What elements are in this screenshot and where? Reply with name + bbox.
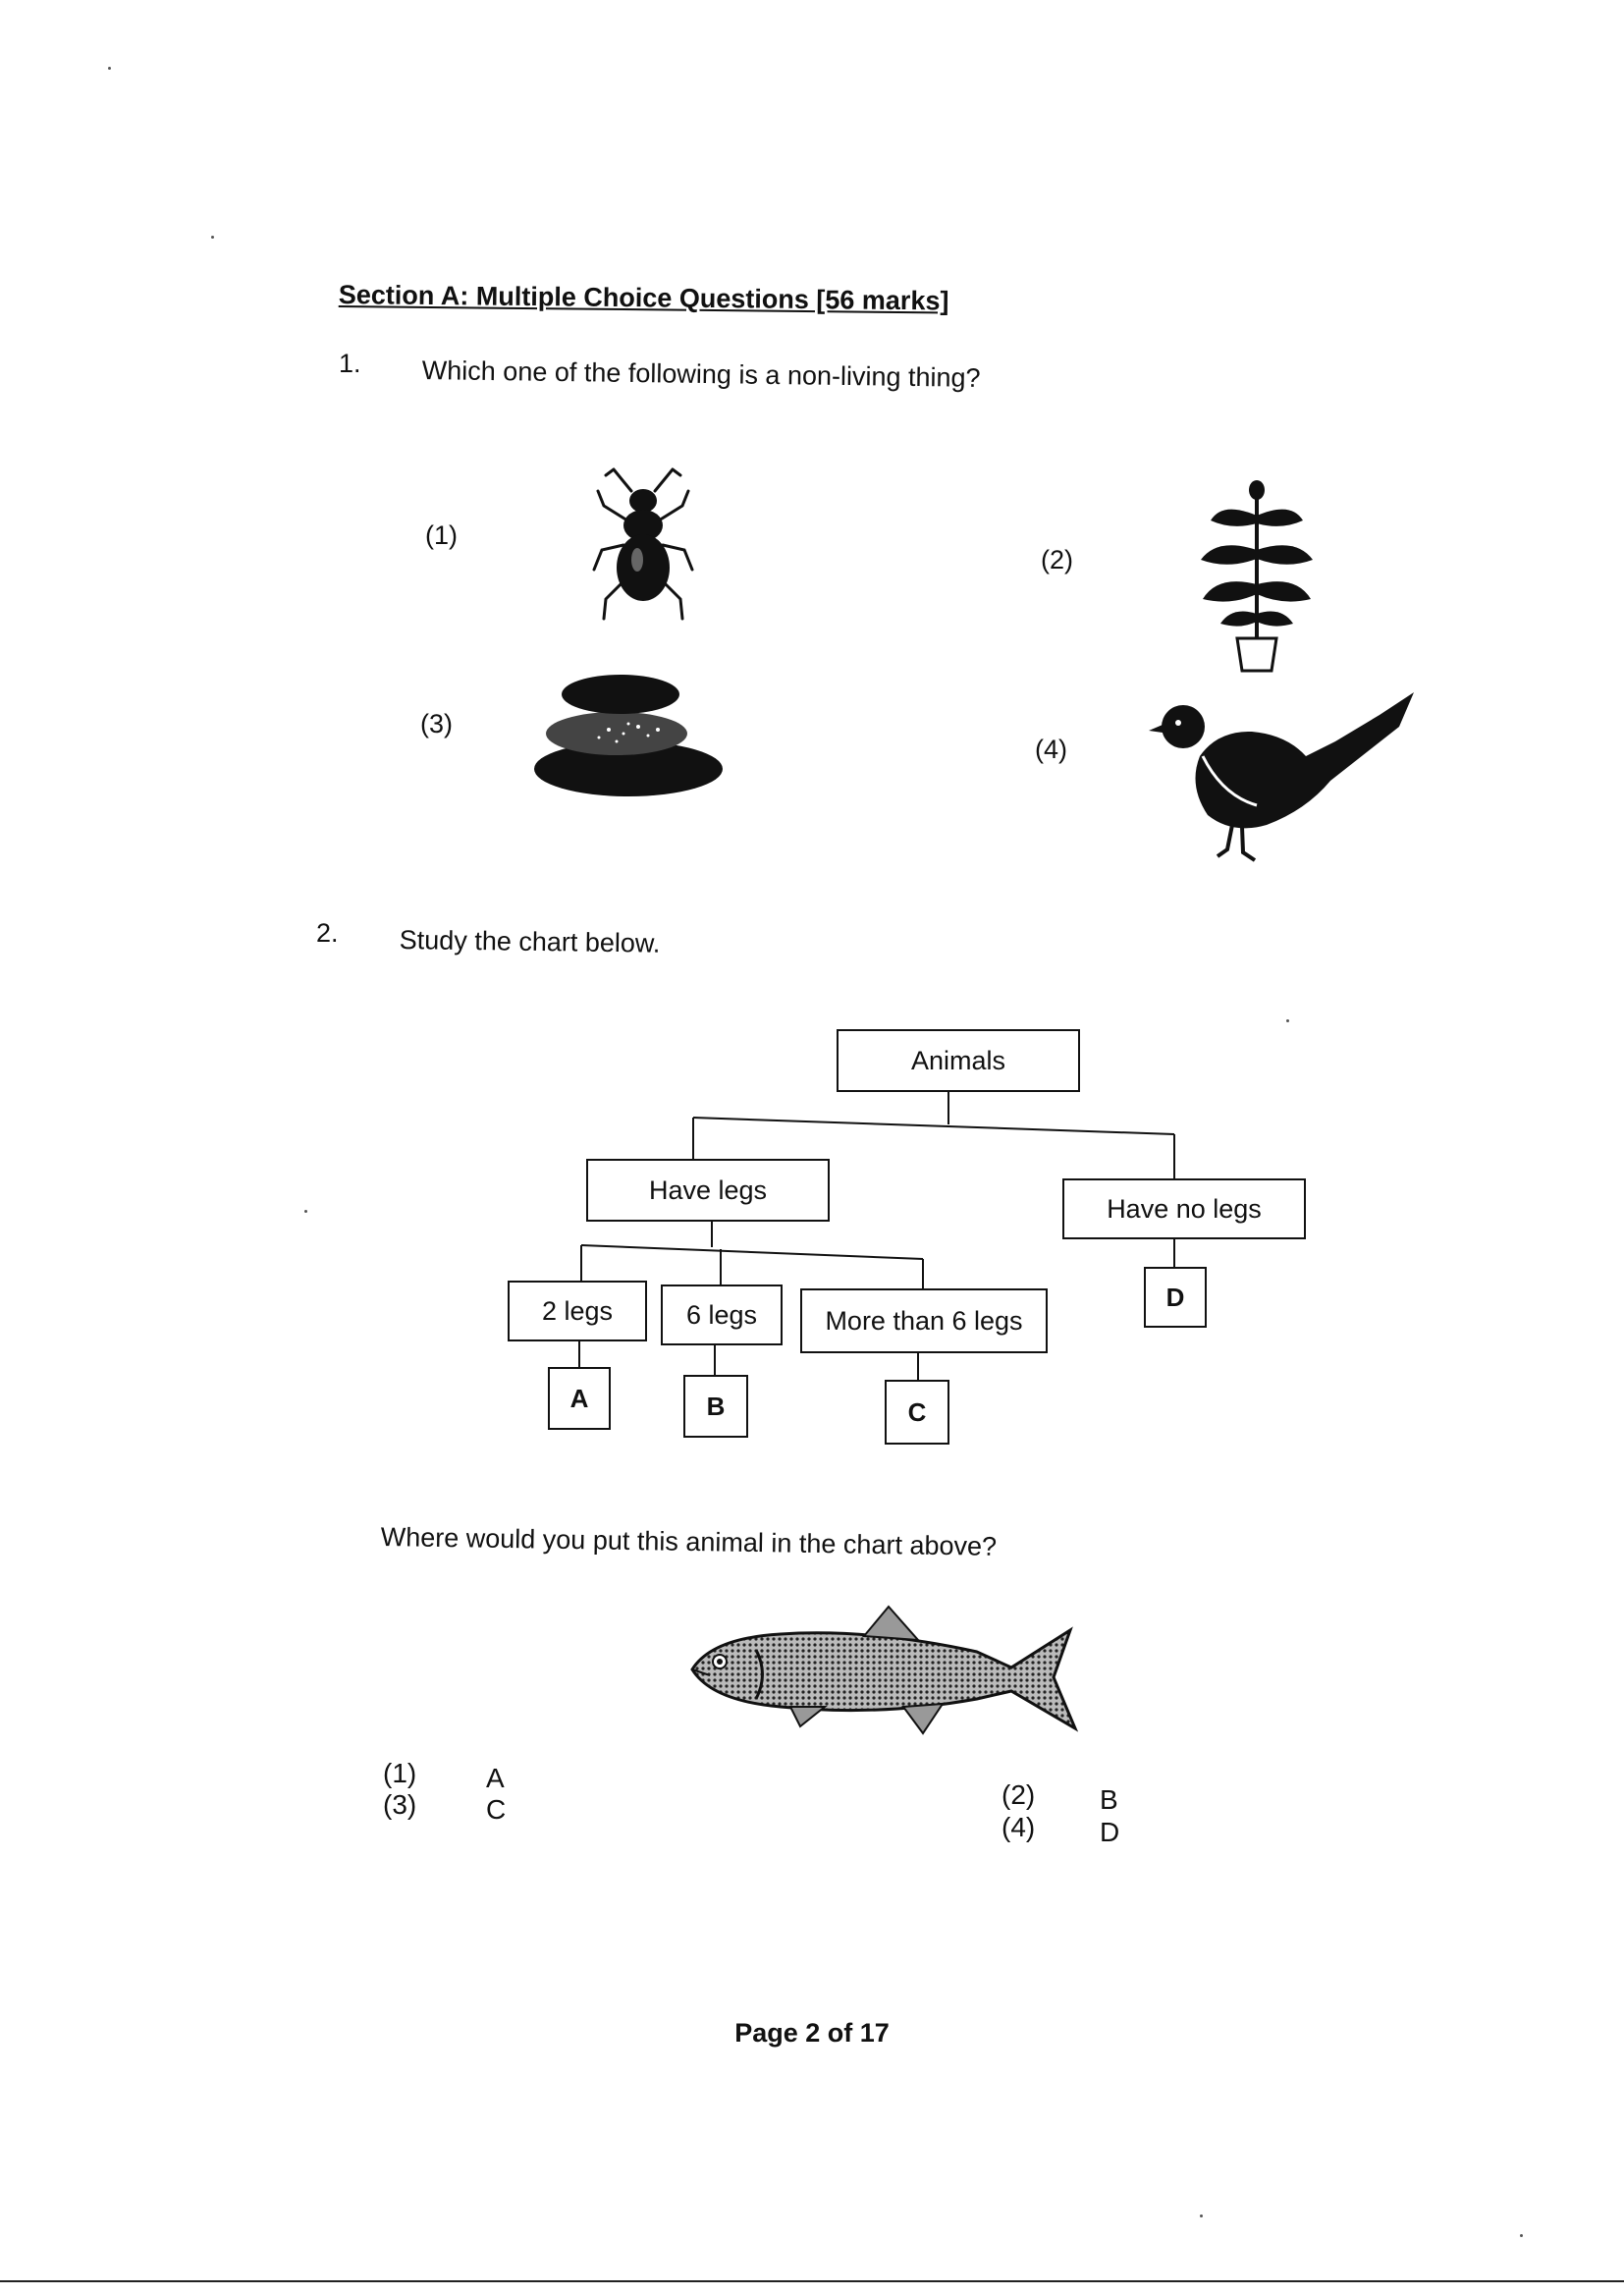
chart-leaf-b: B [683,1375,748,1438]
question-1-option-2-label: (2) [1041,545,1073,574]
question-1-option-4-label: (4) [1035,735,1067,764]
question-1-text: Which one of the following is a non-living thing? [421,355,981,393]
chart-node-6-legs: 6 legs [661,1285,783,1345]
answer-1-label: (1) [383,1758,417,1788]
chart-leaf-d: D [1144,1267,1207,1328]
answer-3-value: C [486,1794,507,1825]
chart-node-2-legs: 2 legs [508,1281,647,1341]
answer-4-value: D [1100,1817,1120,1847]
chart-node-more-than-6-legs: More than 6 legs [800,1288,1048,1353]
answer-2-value: B [1100,1784,1118,1815]
question-1-option-3-label: (3) [420,709,453,738]
chart-node-have-legs: Have legs [586,1159,830,1222]
answer-3-label: (3) [383,1789,417,1820]
question-1-number: 1. [339,349,361,378]
fish-icon [682,1601,1085,1748]
scan-speck [1286,1019,1289,1022]
scan-speck [108,67,111,70]
scan-speck [211,236,214,239]
chart-leaf-a: A [548,1367,611,1430]
question-2-prompt: Where would you put this animal in the chart above? [380,1522,998,1561]
scan-speck [304,1210,307,1213]
section-title: Section A: Multiple Choice Questions [56 marks] [338,280,949,316]
question-2-intro: Study the chart below. [399,925,661,958]
question-1-option-1-label: (1) [425,520,458,550]
answer-1-value: A [486,1763,505,1793]
scan-speck [1200,2214,1203,2217]
answer-4-label: (4) [1001,1812,1036,1842]
chart-node-animals: Animals [837,1029,1080,1092]
page-number: Page 2 of 17 [734,2018,890,2048]
question-2-number: 2. [316,918,339,948]
bottom-rule [0,2280,1624,2282]
answer-2-label: (2) [1001,1779,1036,1810]
chart-node-have-no-legs: Have no legs [1062,1178,1306,1239]
chart-leaf-c: C [885,1380,949,1445]
scan-speck [1520,2234,1523,2237]
